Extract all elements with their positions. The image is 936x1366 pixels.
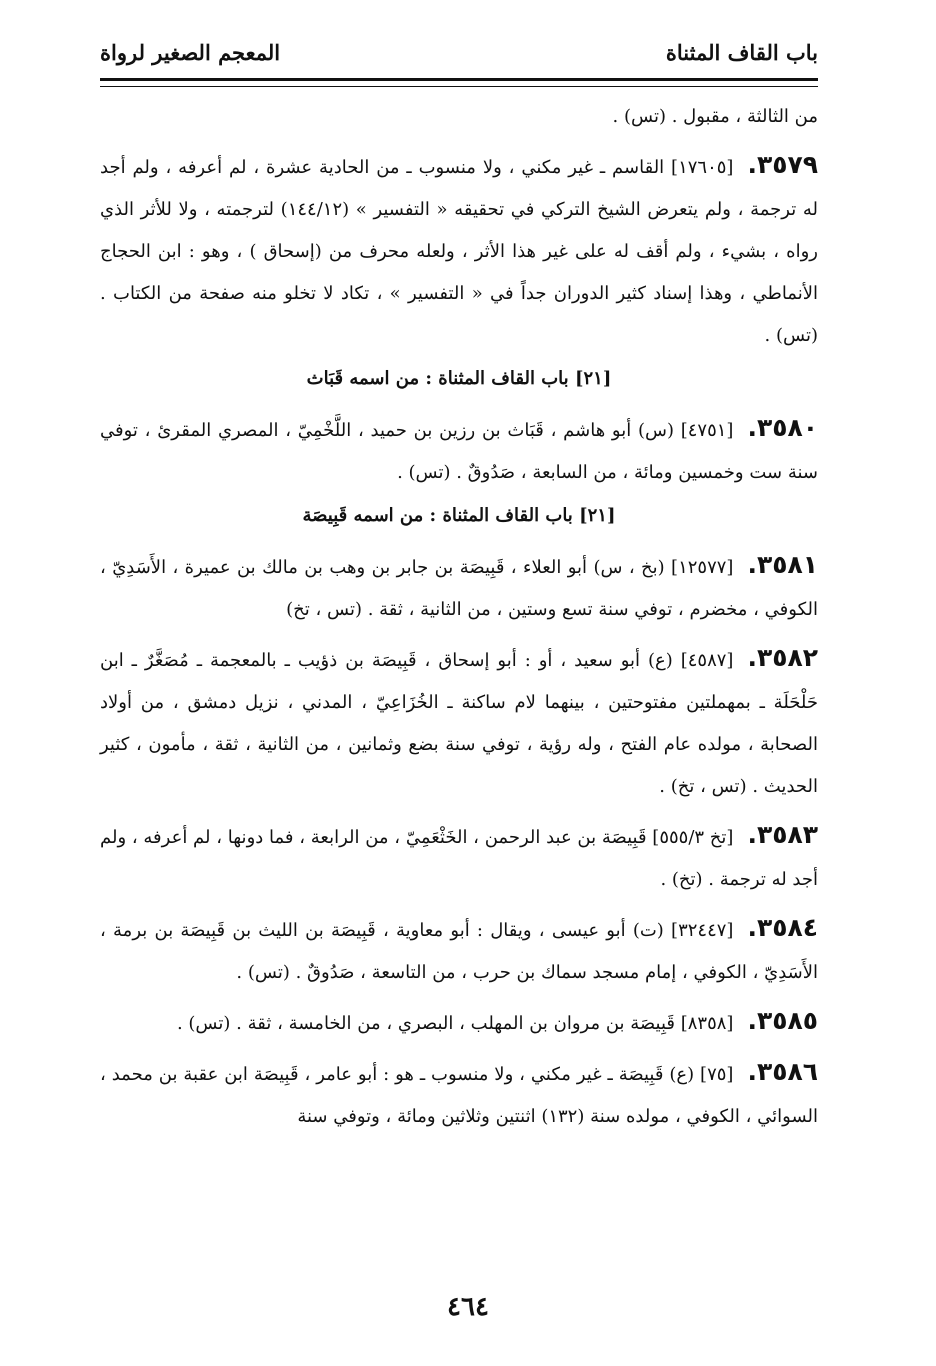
running-header xyxy=(100,36,818,76)
section-heading: [٢١] باب القاف المثناة : من اسمه قَبَاث xyxy=(306,368,612,389)
entry-text: [٧٥] (ع) قَبِيصَة ـ غير مكني ، ولا منسوب ـ هو : أبو عامر ، قَبِيصَة ابن عقبة بن محمد ، السوائي ، الكوفي ، مولده سنة (١٣٢) اثنتين وثلاثين ومائة ، وتوفي سنة xyxy=(100,1064,818,1127)
entry-3580 xyxy=(100,407,818,494)
entry-number: ٣٥٨٢. xyxy=(747,643,818,672)
header-rule xyxy=(100,78,818,87)
entry-3582 xyxy=(100,637,818,808)
entry-number: ٣٥٨٦. xyxy=(747,1057,818,1086)
entry-number: ٣٥٨١. xyxy=(747,550,818,579)
entry-text: [١٧٦٠٥] القاسم ـ غير مكني ، ولا منسوب ـ من الحادية عشرة ، لم أعرفه ، ولم أجد له ترجمة ، ولم يتعرض الشيخ التركي في تحقيقه « التفسير » (١٤٤/١٢) لترجمته ، ولا للأثر الذي رواه ، بشيء ، ولم أقف له على غير هذا الأثر ، ولعله محرف من (إسحاق ) ، وهو : ابن الحجاج الأنماطي ، وهذا إسناد كثير الدوران جداً في « التفسير » ، تكاد لا تخلو منه صفحة من الكتاب . (تس) . xyxy=(100,157,818,346)
entry-text: [٣٢٤٤٧] (ت) أبو عيسى ، ويقال : أبو معاوية ، قَبِيصَة بن الليث بن قَبِيصَة بن برمة ، الأَسَدِيّ ، الكوفي ، إمام مسجد سماك بن حرب ، من التاسعة ، صَدُوقٌ . (تس) . xyxy=(100,920,818,983)
entry-number: ٣٥٨٣. xyxy=(747,820,818,849)
section-title: باب القاف المثناة xyxy=(665,40,818,65)
entry-3584 xyxy=(100,907,818,994)
entry-3579 xyxy=(100,144,818,357)
entry-text: [٤٥٨٧] (ع) أبو سعيد ، أو : أبو إسحاق ، قَبِيصَة بن ذؤيب ـ بالمعجمة ـ مُصَغَّرٌ ـ ابن حَلْحَلَة ـ بمهملتين مفتوحتين ، بينهما لام ساكنة ـ الخُزَاعِيّ ، المدني ، نزيل دمشق ، من أولاد الصحابة ، مولده عام الفتح ، وله رؤية ، توفي سنة بضع وثمانين ، من الثانية ، ثقة ، مأمون ، كثير الحديث . (تس ، تخ) . xyxy=(100,650,818,797)
entry-number: ٣٥٨٥. xyxy=(747,1006,818,1035)
entry-3581 xyxy=(100,544,818,631)
entry-text: [٨٣٥٨] قَبِيصَة بن مروان بن المهلب ، البصري ، من الخامسة ، ثقة . (تس) . xyxy=(176,1013,734,1034)
book-title: المعجم الصغير لرواة xyxy=(100,40,281,65)
entry-number: ٣٥٨٠. xyxy=(747,413,818,442)
entry-3583 xyxy=(100,814,818,901)
entry-text: [٤٧٥١] (س) أبو هاشم ، قَبَاث بن رزين بن حميد ، اللَّخْمِيّ ، المصري المقرئ ، توفي سنة ست وخمسين ومائة ، من السابعة ، صَدُوقٌ . (تس) . xyxy=(100,420,818,483)
entry-3585 xyxy=(100,1000,818,1045)
section-heading: [٢١] باب القاف المثناة : من اسمه قَبِيصَة xyxy=(302,505,616,526)
entry-text: [تخ ٥٥٥/٣] قَبِيصَة بن عبد الرحمن ، الخَثْعَمِيّ ، من الرابعة ، فما دونها ، لم أعرفه ، ولم أجد له ترجمة . (تخ) . xyxy=(100,827,818,890)
entry-number: ٣٥٧٩. xyxy=(747,150,818,179)
entry-number: ٣٥٨٤. xyxy=(747,913,818,942)
entry-text: [١٢٥٧٧] (بخ ، س) أبو العلاء ، قَبِيصَة بن جابر بن وهب بن مالك بن عميرة ، الأَسَدِيّ ، الكوفي ، مخضرم ، توفي سنة تسع وستين ، من الثانية ، ثقة . (تس ، تخ) xyxy=(100,557,818,620)
page-number: ٤٦٤ xyxy=(447,1292,489,1322)
intro-line: من الثالثة ، مقبول . (تس) . xyxy=(612,106,818,127)
page-body xyxy=(100,96,818,1138)
entry-3586 xyxy=(100,1051,818,1138)
